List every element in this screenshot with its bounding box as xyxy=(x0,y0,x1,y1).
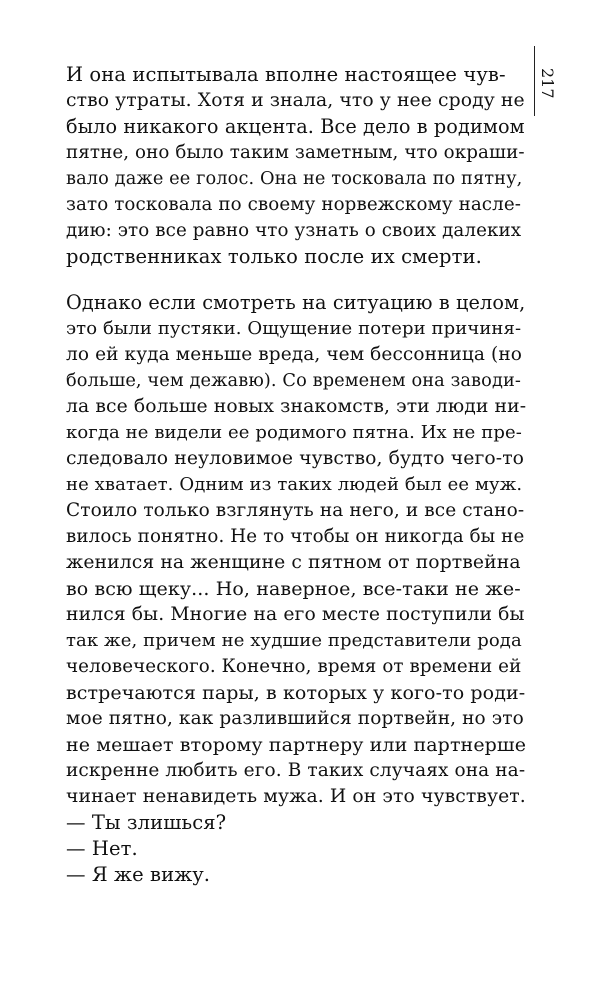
text-line: ство утраты. Хотя и знала, что у нее сроду не xyxy=(66,90,525,111)
text-line: больше, чем дежавю). Со временем она заводи- xyxy=(66,371,521,391)
text-line: искренне любить его. В таких случаях она на- xyxy=(66,760,526,781)
text-line: было никакого акцента. Все дело в родимом xyxy=(66,115,525,138)
page-number: 217 xyxy=(538,68,557,99)
text-line: Стоило только взглянуть на него, и все стано- xyxy=(66,500,525,521)
text-line: не хватает. Одним из таких людей был ее муж. xyxy=(66,474,523,495)
text-line: нился бы. Многие на его месте поступили бы xyxy=(66,604,525,625)
page-number-rule xyxy=(534,46,535,116)
text-line: мое пятно, как разлившийся портвейн, но это xyxy=(66,708,524,729)
text-line: встречаются пары, в которых у кого-то роди- xyxy=(66,682,526,704)
text-line: ла все больше новых знакомств, эти люди ни- xyxy=(66,396,527,417)
text-line: ло ей куда меньше вреда, чем бессонница (но xyxy=(66,344,523,365)
text-line: вало даже ее голос. Она не тосковала по пятну, xyxy=(66,169,523,189)
page-number-marker xyxy=(534,46,560,116)
text-line: пятне, оно было таким заметным, что окраши- xyxy=(66,142,525,163)
text-line: это были пустяки. Ощущение потери причиня- xyxy=(66,318,522,339)
dialogue-line: — Я же вижу. xyxy=(66,863,211,886)
text-line: так же, причем не худшие представители рода xyxy=(66,630,522,651)
text-line: во всю щеку... Но, наверное, все-таки не же- xyxy=(66,578,521,600)
text-line: женился на женщине с пятном от портвейна xyxy=(66,552,521,573)
dialogue-line: — Нет. xyxy=(66,837,138,860)
text-line: зато тосковала по своему норвежскому насле- xyxy=(66,194,521,215)
text-line: не мешает второму партнеру или партнерше xyxy=(66,734,527,756)
text-line: родственниках только после их смерти. xyxy=(66,245,482,268)
text-line: следовало неуловимое чувство, будто чего-то xyxy=(66,448,525,469)
text-line: вилось понятно. Не то чтобы он никогда бы не xyxy=(66,526,525,547)
text-line: И она испытывала вполне настоящее чув- xyxy=(66,63,506,86)
text-line: человеческого. Конечно, время от времени ей xyxy=(66,656,522,677)
text-line: дию: это все равно что узнать о своих далеких xyxy=(66,220,522,241)
dialogue-line: — Ты злишься? xyxy=(66,811,227,834)
text-line: когда не видели ее родимого пятна. Их не пре- xyxy=(66,422,522,443)
text-line: чинает ненавидеть мужа. И он это чувствует. xyxy=(66,786,526,807)
text-line: Однако если смотреть на ситуацию в целом, xyxy=(66,291,526,314)
